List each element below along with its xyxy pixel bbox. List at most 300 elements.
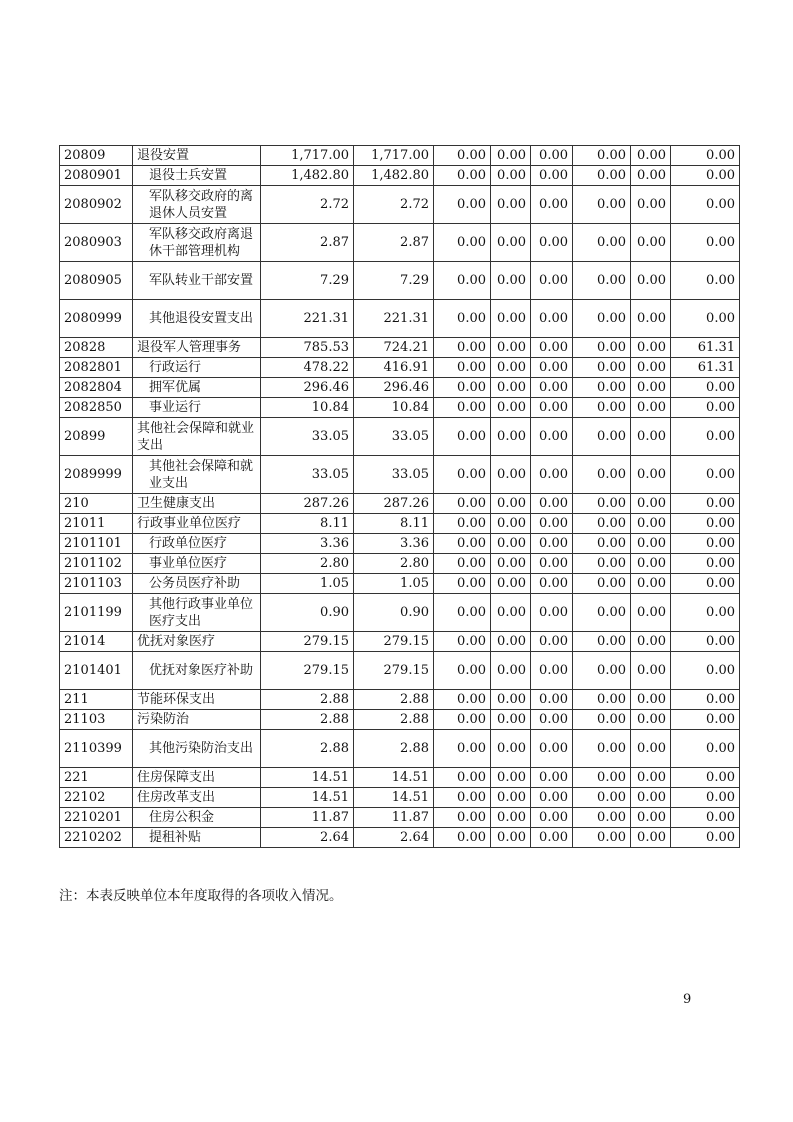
amount-cell: 0.00 bbox=[491, 418, 531, 456]
amount-cell: 0.00 bbox=[491, 768, 531, 788]
amount-cell: 0.00 bbox=[573, 788, 631, 808]
subject-name-cell: 住房改革支出 bbox=[133, 788, 261, 808]
amount-cell: 0.00 bbox=[491, 224, 531, 262]
amount-cell: 0.00 bbox=[631, 788, 671, 808]
subject-code-cell: 2080902 bbox=[60, 186, 133, 224]
subject-name-cell: 退役安置 bbox=[133, 146, 261, 166]
amount-cell: 14.51 bbox=[261, 788, 354, 808]
amount-cell: 0.00 bbox=[631, 300, 671, 338]
subject-code-cell: 2101102 bbox=[60, 554, 133, 574]
amount-cell: 33.05 bbox=[261, 456, 354, 494]
amount-cell: 0.00 bbox=[671, 494, 740, 514]
amount-cell: 0.00 bbox=[573, 300, 631, 338]
amount-cell: 0.00 bbox=[631, 534, 671, 554]
table-row bbox=[60, 338, 740, 358]
subject-name-cell: 军队移交政府的离退休人员安置 bbox=[133, 186, 261, 224]
subject-code-cell: 21011 bbox=[60, 514, 133, 534]
table-row bbox=[60, 514, 740, 534]
subject-code-cell: 20899 bbox=[60, 418, 133, 456]
table-row bbox=[60, 632, 740, 652]
subject-name-cell: 优抚对象医疗 bbox=[133, 632, 261, 652]
table-row bbox=[60, 554, 740, 574]
amount-cell: 0.00 bbox=[531, 418, 573, 456]
amount-cell: 0.00 bbox=[631, 456, 671, 494]
table-row bbox=[60, 166, 740, 186]
amount-cell: 0.00 bbox=[491, 456, 531, 494]
amount-cell: 0.00 bbox=[631, 808, 671, 828]
amount-cell: 0.00 bbox=[671, 730, 740, 768]
amount-cell: 279.15 bbox=[354, 652, 434, 690]
amount-cell: 0.00 bbox=[631, 652, 671, 690]
amount-cell: 0.00 bbox=[491, 494, 531, 514]
subject-name-cell: 事业单位医疗 bbox=[133, 554, 261, 574]
amount-cell: 221.31 bbox=[354, 300, 434, 338]
subject-name-cell: 其他污染防治支出 bbox=[133, 730, 261, 768]
amount-cell: 0.00 bbox=[531, 808, 573, 828]
amount-cell: 0.00 bbox=[631, 358, 671, 378]
amount-cell: 1.05 bbox=[354, 574, 434, 594]
subject-code-cell: 20828 bbox=[60, 338, 133, 358]
amount-cell: 0.00 bbox=[434, 534, 491, 554]
subject-code-cell: 2080903 bbox=[60, 224, 133, 262]
amount-cell: 1,717.00 bbox=[261, 146, 354, 166]
amount-cell: 0.00 bbox=[671, 514, 740, 534]
amount-cell: 0.00 bbox=[531, 652, 573, 690]
amount-cell: 478.22 bbox=[261, 358, 354, 378]
subject-code-cell: 2082850 bbox=[60, 398, 133, 418]
amount-cell: 2.88 bbox=[354, 690, 434, 710]
amount-cell: 1.05 bbox=[261, 574, 354, 594]
amount-cell: 0.00 bbox=[671, 186, 740, 224]
amount-cell: 0.00 bbox=[573, 768, 631, 788]
amount-cell: 0.00 bbox=[491, 338, 531, 358]
amount-cell: 0.00 bbox=[434, 146, 491, 166]
table-row bbox=[60, 146, 740, 166]
amount-cell: 0.00 bbox=[631, 262, 671, 300]
amount-cell: 279.15 bbox=[261, 652, 354, 690]
amount-cell: 0.00 bbox=[491, 632, 531, 652]
amount-cell: 0.00 bbox=[631, 494, 671, 514]
table-row bbox=[60, 652, 740, 690]
amount-cell: 2.80 bbox=[261, 554, 354, 574]
amount-cell: 7.29 bbox=[354, 262, 434, 300]
amount-cell: 0.00 bbox=[491, 166, 531, 186]
amount-cell: 0.00 bbox=[671, 166, 740, 186]
subject-code-cell: 2101401 bbox=[60, 652, 133, 690]
amount-cell: 0.00 bbox=[434, 514, 491, 534]
amount-cell: 0.00 bbox=[531, 730, 573, 768]
amount-cell: 0.00 bbox=[531, 358, 573, 378]
amount-cell: 0.00 bbox=[531, 828, 573, 848]
subject-code-cell: 211 bbox=[60, 690, 133, 710]
subject-name-cell: 卫生健康支出 bbox=[133, 494, 261, 514]
amount-cell: 0.00 bbox=[434, 166, 491, 186]
amount-cell: 0.00 bbox=[573, 594, 631, 632]
amount-cell: 0.00 bbox=[573, 338, 631, 358]
subject-name-cell: 公务员医疗补助 bbox=[133, 574, 261, 594]
table-note: 注：本表反映单位本年度取得的各项收入情况。 bbox=[59, 888, 343, 904]
subject-name-cell: 行政单位医疗 bbox=[133, 534, 261, 554]
amount-cell: 0.00 bbox=[573, 146, 631, 166]
amount-cell: 0.00 bbox=[671, 300, 740, 338]
amount-cell: 0.00 bbox=[531, 186, 573, 224]
amount-cell: 0.00 bbox=[434, 574, 491, 594]
amount-cell: 0.00 bbox=[671, 652, 740, 690]
subject-code-cell: 2080905 bbox=[60, 262, 133, 300]
amount-cell: 0.00 bbox=[434, 768, 491, 788]
subject-name-cell: 退役士兵安置 bbox=[133, 166, 261, 186]
amount-cell: 279.15 bbox=[261, 632, 354, 652]
amount-cell: 0.00 bbox=[573, 632, 631, 652]
subject-code-cell: 221 bbox=[60, 768, 133, 788]
amount-cell: 0.00 bbox=[631, 378, 671, 398]
amount-cell: 2.64 bbox=[354, 828, 434, 848]
amount-cell: 0.00 bbox=[434, 554, 491, 574]
amount-cell: 0.00 bbox=[434, 300, 491, 338]
page-number: 9 bbox=[683, 992, 692, 1007]
amount-cell: 0.00 bbox=[671, 768, 740, 788]
subject-name-cell: 提租补贴 bbox=[133, 828, 261, 848]
amount-cell: 0.00 bbox=[491, 690, 531, 710]
amount-cell: 287.26 bbox=[261, 494, 354, 514]
amount-cell: 0.00 bbox=[631, 690, 671, 710]
amount-cell: 0.00 bbox=[434, 730, 491, 768]
amount-cell: 14.51 bbox=[354, 768, 434, 788]
table-row bbox=[60, 828, 740, 848]
amount-cell: 0.00 bbox=[531, 632, 573, 652]
amount-cell: 0.00 bbox=[573, 828, 631, 848]
amount-cell: 0.00 bbox=[671, 534, 740, 554]
amount-cell: 61.31 bbox=[671, 338, 740, 358]
amount-cell: 0.00 bbox=[491, 710, 531, 730]
amount-cell: 0.00 bbox=[573, 730, 631, 768]
amount-cell: 0.00 bbox=[671, 828, 740, 848]
amount-cell: 0.00 bbox=[671, 632, 740, 652]
subject-name-cell: 事业运行 bbox=[133, 398, 261, 418]
amount-cell: 287.26 bbox=[354, 494, 434, 514]
amount-cell: 2.64 bbox=[261, 828, 354, 848]
table-row bbox=[60, 186, 740, 224]
amount-cell: 0.00 bbox=[671, 554, 740, 574]
subject-name-cell: 其他行政事业单位医疗支出 bbox=[133, 594, 261, 632]
subject-code-cell: 21014 bbox=[60, 632, 133, 652]
amount-cell: 2.72 bbox=[354, 186, 434, 224]
amount-cell: 0.00 bbox=[531, 146, 573, 166]
amount-cell: 0.00 bbox=[434, 456, 491, 494]
subject-code-cell: 2082804 bbox=[60, 378, 133, 398]
amount-cell: 0.00 bbox=[631, 554, 671, 574]
amount-cell: 3.36 bbox=[354, 534, 434, 554]
amount-cell: 33.05 bbox=[261, 418, 354, 456]
amount-cell: 0.00 bbox=[434, 338, 491, 358]
amount-cell: 0.00 bbox=[491, 574, 531, 594]
amount-cell: 33.05 bbox=[354, 418, 434, 456]
amount-cell: 0.00 bbox=[434, 710, 491, 730]
table-row bbox=[60, 398, 740, 418]
amount-cell: 0.00 bbox=[491, 378, 531, 398]
table-row bbox=[60, 262, 740, 300]
amount-cell: 0.00 bbox=[531, 690, 573, 710]
table-row bbox=[60, 534, 740, 554]
amount-cell: 0.00 bbox=[573, 534, 631, 554]
amount-cell: 0.00 bbox=[434, 494, 491, 514]
amount-cell: 0.00 bbox=[531, 574, 573, 594]
amount-cell: 0.00 bbox=[631, 730, 671, 768]
table-row bbox=[60, 730, 740, 768]
amount-cell: 0.00 bbox=[631, 632, 671, 652]
amount-cell: 0.00 bbox=[434, 690, 491, 710]
subject-code-cell: 2080901 bbox=[60, 166, 133, 186]
amount-cell: 0.00 bbox=[531, 300, 573, 338]
amount-cell: 0.00 bbox=[573, 554, 631, 574]
amount-cell: 3.36 bbox=[261, 534, 354, 554]
amount-cell: 0.00 bbox=[631, 828, 671, 848]
subject-code-cell: 2101199 bbox=[60, 594, 133, 632]
amount-cell: 0.00 bbox=[491, 788, 531, 808]
subject-code-cell: 2210202 bbox=[60, 828, 133, 848]
table-row bbox=[60, 594, 740, 632]
table-row bbox=[60, 300, 740, 338]
amount-cell: 0.00 bbox=[671, 788, 740, 808]
amount-cell: 0.00 bbox=[671, 456, 740, 494]
amount-cell: 2.88 bbox=[354, 710, 434, 730]
amount-cell: 0.00 bbox=[573, 378, 631, 398]
amount-cell: 0.00 bbox=[434, 378, 491, 398]
amount-cell: 0.00 bbox=[631, 398, 671, 418]
subject-code-cell: 2082801 bbox=[60, 358, 133, 378]
amount-cell: 0.00 bbox=[573, 514, 631, 534]
amount-cell: 0.00 bbox=[671, 574, 740, 594]
amount-cell: 0.00 bbox=[671, 808, 740, 828]
amount-cell: 7.29 bbox=[261, 262, 354, 300]
subject-code-cell: 2089999 bbox=[60, 456, 133, 494]
amount-cell: 2.87 bbox=[261, 224, 354, 262]
subject-code-cell: 2101101 bbox=[60, 534, 133, 554]
table-row bbox=[60, 358, 740, 378]
table-row bbox=[60, 574, 740, 594]
subject-code-cell: 2080999 bbox=[60, 300, 133, 338]
amount-cell: 0.00 bbox=[531, 378, 573, 398]
amount-cell: 0.00 bbox=[631, 338, 671, 358]
subject-name-cell: 军队转业干部安置 bbox=[133, 262, 261, 300]
amount-cell: 0.00 bbox=[434, 652, 491, 690]
table-row bbox=[60, 808, 740, 828]
amount-cell: 10.84 bbox=[261, 398, 354, 418]
table-row bbox=[60, 710, 740, 730]
amount-cell: 0.00 bbox=[573, 652, 631, 690]
amount-cell: 0.00 bbox=[631, 224, 671, 262]
amount-cell: 0.00 bbox=[531, 494, 573, 514]
amount-cell: 0.00 bbox=[491, 534, 531, 554]
subject-name-cell: 优抚对象医疗补助 bbox=[133, 652, 261, 690]
amount-cell: 0.00 bbox=[573, 494, 631, 514]
amount-cell: 0.00 bbox=[671, 398, 740, 418]
amount-cell: 0.00 bbox=[631, 710, 671, 730]
amount-cell: 0.00 bbox=[631, 768, 671, 788]
amount-cell: 0.00 bbox=[573, 808, 631, 828]
amount-cell: 8.11 bbox=[354, 514, 434, 534]
amount-cell: 0.00 bbox=[434, 186, 491, 224]
subject-name-cell: 其他社会保障和就业支出 bbox=[133, 418, 261, 456]
subject-name-cell: 军队移交政府离退休干部管理机构 bbox=[133, 224, 261, 262]
amount-cell: 0.00 bbox=[671, 690, 740, 710]
subject-code-cell: 2110399 bbox=[60, 730, 133, 768]
amount-cell: 1,717.00 bbox=[354, 146, 434, 166]
amount-cell: 0.00 bbox=[531, 534, 573, 554]
subject-name-cell: 其他社会保障和就业支出 bbox=[133, 456, 261, 494]
amount-cell: 0.00 bbox=[573, 710, 631, 730]
subject-name-cell: 污染防治 bbox=[133, 710, 261, 730]
amount-cell: 2.80 bbox=[354, 554, 434, 574]
amount-cell: 2.88 bbox=[261, 710, 354, 730]
amount-cell: 0.00 bbox=[491, 554, 531, 574]
amount-cell: 0.00 bbox=[531, 788, 573, 808]
amount-cell: 2.88 bbox=[354, 730, 434, 768]
amount-cell: 0.00 bbox=[531, 768, 573, 788]
amount-cell: 0.00 bbox=[573, 224, 631, 262]
amount-cell: 0.00 bbox=[531, 224, 573, 262]
amount-cell: 0.00 bbox=[573, 186, 631, 224]
amount-cell: 0.00 bbox=[531, 594, 573, 632]
amount-cell: 0.00 bbox=[491, 146, 531, 166]
subject-code-cell: 22102 bbox=[60, 788, 133, 808]
amount-cell: 0.90 bbox=[261, 594, 354, 632]
subject-name-cell: 拥军优属 bbox=[133, 378, 261, 398]
amount-cell: 785.53 bbox=[261, 338, 354, 358]
amount-cell: 0.00 bbox=[531, 710, 573, 730]
subject-name-cell: 住房保障支出 bbox=[133, 768, 261, 788]
amount-cell: 2.87 bbox=[354, 224, 434, 262]
amount-cell: 61.31 bbox=[671, 358, 740, 378]
amount-cell: 0.00 bbox=[434, 828, 491, 848]
amount-cell: 0.00 bbox=[531, 514, 573, 534]
amount-cell: 0.00 bbox=[491, 186, 531, 224]
table-row bbox=[60, 690, 740, 710]
amount-cell: 0.00 bbox=[671, 594, 740, 632]
amount-cell: 1,482.80 bbox=[261, 166, 354, 186]
amount-cell: 0.00 bbox=[671, 418, 740, 456]
amount-cell: 0.00 bbox=[491, 262, 531, 300]
amount-cell: 0.00 bbox=[573, 574, 631, 594]
amount-cell: 0.00 bbox=[631, 146, 671, 166]
amount-cell: 0.00 bbox=[631, 574, 671, 594]
amount-cell: 279.15 bbox=[354, 632, 434, 652]
subject-code-cell: 2101103 bbox=[60, 574, 133, 594]
amount-cell: 0.00 bbox=[671, 262, 740, 300]
amount-cell: 10.84 bbox=[354, 398, 434, 418]
amount-cell: 0.00 bbox=[491, 398, 531, 418]
amount-cell: 0.00 bbox=[631, 186, 671, 224]
amount-cell: 724.21 bbox=[354, 338, 434, 358]
subject-name-cell: 住房公积金 bbox=[133, 808, 261, 828]
table-row bbox=[60, 456, 740, 494]
subject-name-cell: 行政事业单位医疗 bbox=[133, 514, 261, 534]
amount-cell: 0.00 bbox=[434, 788, 491, 808]
subject-code-cell: 210 bbox=[60, 494, 133, 514]
subject-name-cell: 行政运行 bbox=[133, 358, 261, 378]
amount-cell: 11.87 bbox=[261, 808, 354, 828]
amount-cell: 0.00 bbox=[491, 828, 531, 848]
amount-cell: 0.00 bbox=[631, 594, 671, 632]
amount-cell: 0.00 bbox=[434, 262, 491, 300]
amount-cell: 8.11 bbox=[261, 514, 354, 534]
amount-cell: 0.00 bbox=[491, 730, 531, 768]
amount-cell: 0.00 bbox=[491, 300, 531, 338]
table-row bbox=[60, 378, 740, 398]
amount-cell: 0.00 bbox=[631, 166, 671, 186]
amount-cell: 296.46 bbox=[261, 378, 354, 398]
amount-cell: 0.00 bbox=[573, 398, 631, 418]
amount-cell: 0.00 bbox=[631, 514, 671, 534]
subject-name-cell: 节能环保支出 bbox=[133, 690, 261, 710]
amount-cell: 0.90 bbox=[354, 594, 434, 632]
amount-cell: 0.00 bbox=[573, 690, 631, 710]
amount-cell: 0.00 bbox=[573, 166, 631, 186]
income-table bbox=[59, 145, 740, 848]
amount-cell: 0.00 bbox=[531, 262, 573, 300]
amount-cell: 221.31 bbox=[261, 300, 354, 338]
amount-cell: 0.00 bbox=[491, 358, 531, 378]
amount-cell: 0.00 bbox=[531, 554, 573, 574]
amount-cell: 0.00 bbox=[531, 166, 573, 186]
amount-cell: 0.00 bbox=[434, 358, 491, 378]
amount-cell: 0.00 bbox=[573, 456, 631, 494]
table-row bbox=[60, 418, 740, 456]
amount-cell: 416.91 bbox=[354, 358, 434, 378]
amount-cell: 0.00 bbox=[671, 224, 740, 262]
amount-cell: 0.00 bbox=[573, 418, 631, 456]
subject-name-cell: 退役军人管理事务 bbox=[133, 338, 261, 358]
amount-cell: 2.72 bbox=[261, 186, 354, 224]
table-row bbox=[60, 494, 740, 514]
table-row bbox=[60, 224, 740, 262]
amount-cell: 1,482.80 bbox=[354, 166, 434, 186]
amount-cell: 0.00 bbox=[434, 398, 491, 418]
amount-cell: 0.00 bbox=[531, 398, 573, 418]
amount-cell: 296.46 bbox=[354, 378, 434, 398]
amount-cell: 0.00 bbox=[671, 146, 740, 166]
amount-cell: 0.00 bbox=[573, 262, 631, 300]
amount-cell: 0.00 bbox=[671, 710, 740, 730]
amount-cell: 2.88 bbox=[261, 730, 354, 768]
amount-cell: 11.87 bbox=[354, 808, 434, 828]
subject-code-cell: 20809 bbox=[60, 146, 133, 166]
amount-cell: 0.00 bbox=[531, 456, 573, 494]
amount-cell: 0.00 bbox=[434, 418, 491, 456]
subject-name-cell: 其他退役安置支出 bbox=[133, 300, 261, 338]
subject-code-cell: 21103 bbox=[60, 710, 133, 730]
amount-cell: 2.88 bbox=[261, 690, 354, 710]
amount-cell: 0.00 bbox=[491, 652, 531, 690]
amount-cell: 0.00 bbox=[531, 338, 573, 358]
amount-cell: 0.00 bbox=[491, 594, 531, 632]
amount-cell: 0.00 bbox=[671, 378, 740, 398]
table-row bbox=[60, 788, 740, 808]
subject-code-cell: 2210201 bbox=[60, 808, 133, 828]
table-row bbox=[60, 768, 740, 788]
amount-cell: 14.51 bbox=[261, 768, 354, 788]
amount-cell: 0.00 bbox=[434, 594, 491, 632]
amount-cell: 0.00 bbox=[631, 418, 671, 456]
amount-cell: 0.00 bbox=[434, 808, 491, 828]
amount-cell: 0.00 bbox=[434, 632, 491, 652]
amount-cell: 14.51 bbox=[354, 788, 434, 808]
amount-cell: 0.00 bbox=[573, 358, 631, 378]
amount-cell: 0.00 bbox=[434, 224, 491, 262]
amount-cell: 0.00 bbox=[491, 808, 531, 828]
amount-cell: 0.00 bbox=[491, 514, 531, 534]
amount-cell: 33.05 bbox=[354, 456, 434, 494]
